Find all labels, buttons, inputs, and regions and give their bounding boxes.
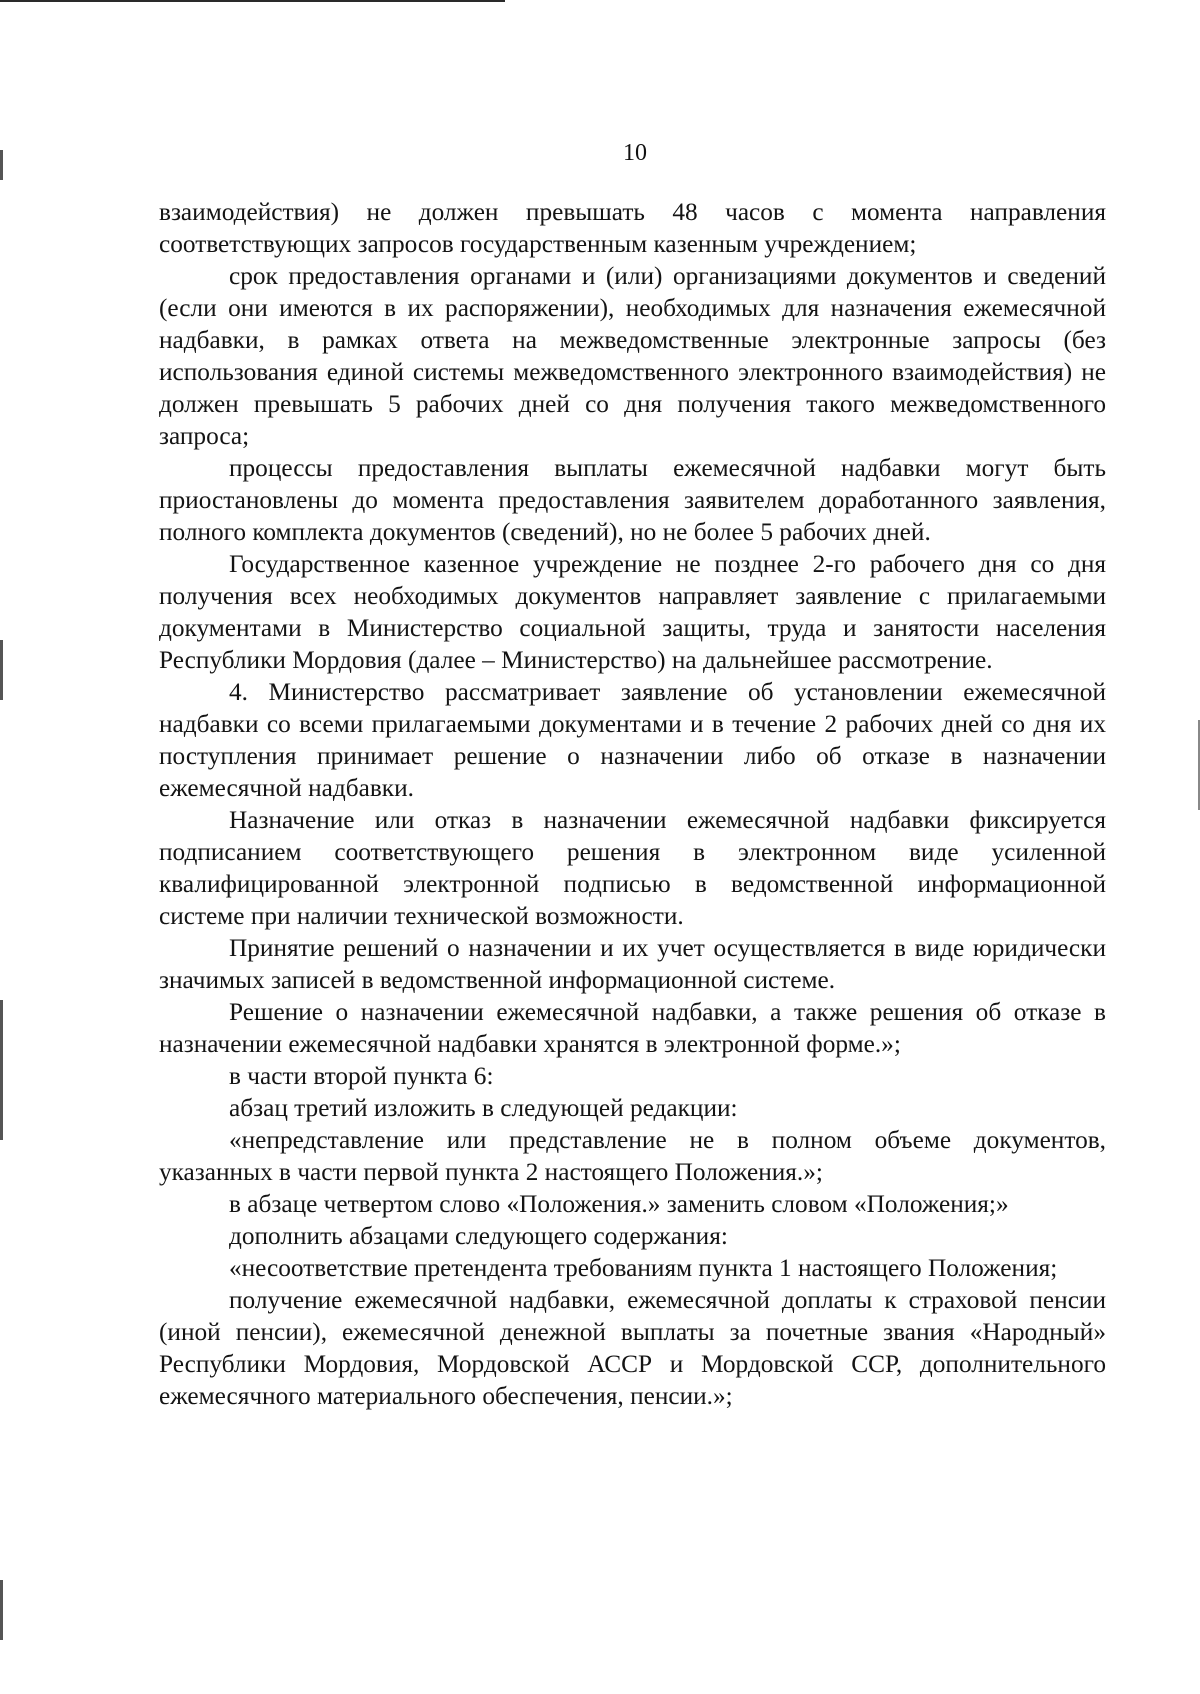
page-number: 10 — [623, 140, 647, 166]
paragraph: в абзаце четвертом слово «Положения.» заменить словом «Положения;» — [229, 1190, 1009, 1218]
paragraph: взаимодействия) не должен превышать 48 часов с момента направления соответствующих запросов государственным казенным учреждением; — [159, 198, 1106, 258]
paragraph: в части второй пункта 6: — [229, 1062, 494, 1090]
scan-left-mark — [0, 640, 3, 700]
paragraph: «непредставление или представление не в полном объеме документов, указанных в части первой пункта 2 настоящего Положения.»; — [159, 1126, 1106, 1186]
paragraph: Принятие решений о назначении и их учет осуществляется в виде юридически значимых записей в ведомственной информационной системе. — [159, 934, 1106, 994]
scan-top-border — [0, 0, 505, 2]
paragraph: Решение о назначении ежемесячной надбавки, а также решения об отказе в назначении ежемесячной надбавки хранятся в электронной форме.»; — [159, 998, 1106, 1058]
paragraph: дополнить абзацами следующего содержания: — [229, 1222, 728, 1250]
scan-left-mark — [0, 1580, 3, 1640]
paragraph: Государственное казенное учреждение не позднее 2-го рабочего дня со дня получения всех необходимых документов направляет заявление с прилагаемыми документами в Министерство социальной защиты, труда и занятости населения Республики Мордовия (далее – Министерство) на дальнейшее рассмотрение. — [159, 550, 1106, 674]
paragraph: Назначение или отказ в назначении ежемесячной надбавки фиксируется подписанием соответствующего решения в электронном виде усиленной квалифицированной электронной подписью в ведомственной информационной системе при наличии технической возможности. — [159, 806, 1106, 930]
document-body — [159, 196, 1106, 1412]
paragraph: срок предоставления органами и (или) организациями документов и сведений (если они имеются в их распоряжении), необходимых для назначения ежемесячной надбавки, в рамках ответа на межведомственные электронные запросы (без использования единой системы межведомственного электронного взаимодействия) не должен превышать 5 рабочих дней со дня получения такого межведомственного запроса; — [159, 262, 1106, 450]
paragraph: получение ежемесячной надбавки, ежемесячной доплаты к страховой пенсии (иной пенсии), ежемесячной денежной выплаты за почетные звания «Народный» Республики Мордовия, Мордовской АССР и Мордовской ССР, дополнительного ежемесячного материального обеспечения, пенсии.»; — [159, 1286, 1106, 1410]
paragraph: «несоответствие претендента требованиям пункта 1 настоящего Положения; — [229, 1254, 1058, 1282]
scan-left-mark — [0, 1000, 3, 1140]
paragraph: процессы предоставления выплаты ежемесячной надбавки могут быть приостановлены до момента предоставления заявителем доработанного заявления, полного комплекта документов (сведений), но не более 5 рабочих дней. — [159, 454, 1106, 546]
paragraph: 4. Министерство рассматривает заявление об установлении ежемесячной надбавки со всеми прилагаемыми документами и в течение 2 рабочих дней со дня их поступления принимает решение о назначении либо об отказе в назначении ежемесячной надбавки. — [159, 678, 1106, 802]
paragraph: абзац третий изложить в следующей редакции: — [229, 1094, 738, 1122]
